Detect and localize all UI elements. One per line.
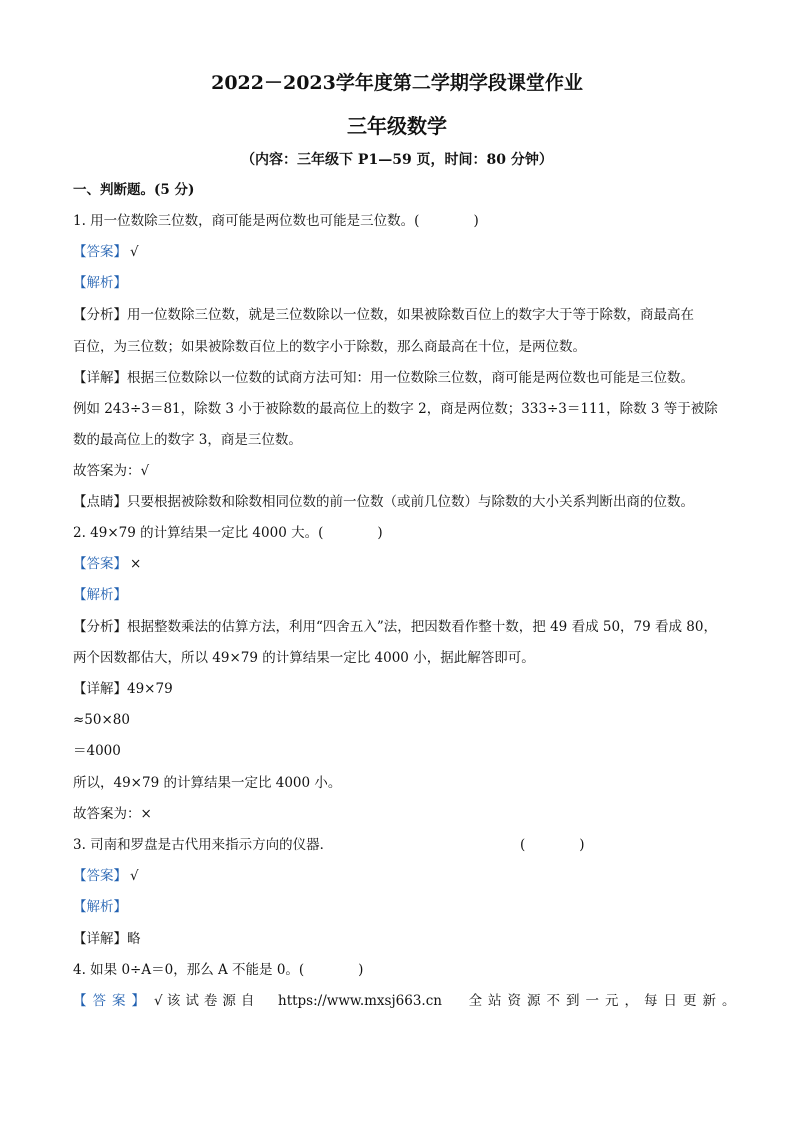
fenxi-label: 【分析】 [73,307,127,323]
q1-fenxi [73,305,694,325]
fenxi-text: 根据整数乘法的估算方法，利用“四舍五入”法，把因数看作整十数，把 49 看成 50，79 看成 80， [127,619,717,635]
detail-label: 【详解】 [73,681,127,697]
detail-label: 【详解】 [73,370,127,386]
question-4: 4. 如果 0÷A＝0，那么 A 不能是 0。( ) [73,962,364,978]
detail-text: 根据三位数除以一位数的试商方法可知：用一位数除三位数，商可能是两位数也可能是三位数。 [127,370,694,386]
footer-source-text: 该试卷源自 [166,993,260,1009]
detail-label: 【详解】 [73,931,127,947]
analysis-label: 【解析】 [73,587,127,603]
q1-detail [73,368,694,388]
answer-value: √ [130,868,139,884]
answer-label: 【答案】 [73,244,127,260]
q2-conclusion: 故答案为：× [73,806,152,822]
q2-fenxi [73,617,717,637]
q2-fenxi-cont: 两个因数都估大，所以 49×79 的计算结果一定比 4000 小，据此解答即可。 [73,650,535,666]
answer-label: 【答案】 [73,993,151,1009]
q2-step-2: ＝4000 [73,743,121,759]
page-subtitle: 三年级数学 [347,114,447,138]
q1-fenxi-cont: 百位，为三位数；如果被除数百位上的数字小于除数，那么商最高在十位，是两位数。 [73,339,586,355]
question-3: 3. 司南和罗盘是古代用来指示方向的仪器． [73,837,334,853]
q3-detail [73,929,141,949]
q1-detail-cont-1: 例如 243÷3＝81，除数 3 小于被除数的最高位上的数字 2，商是两位数；333÷3＝111，除数 3 等于被除 [73,401,718,417]
q3-analysis-label [73,897,127,917]
footer-url[interactable]: https://www.mxsj663.cn [278,993,442,1009]
q3-bracket: ( ) [520,837,585,853]
fenxi-label: 【分析】 [73,619,127,635]
q2-analysis-label [73,585,127,605]
comment-text: 只要根据被除数和除数相同位数的前一位数（或前几位数）与除数的大小关系判断出商的位数。 [127,494,694,510]
q1-answer [73,242,139,262]
answer-label: 【答案】 [73,868,127,884]
analysis-label: 【解析】 [73,275,127,291]
q1-conclusion: 故答案为：√ [73,463,150,479]
section-heading: 一、判断题。(5 分) [73,182,195,198]
answer-value: × [130,556,142,572]
fenxi-text: 用一位数除三位数，就是三位数除以一位数，如果被除数百位上的数字大于等于除数，商最高在 [127,307,694,323]
q1-analysis-label [73,273,127,293]
q1-detail-cont-2: 数的最高位上的数字 3，商是三位数。 [73,432,302,448]
page-meta: （内容：三年级下 P1—59 页，时间：80 分钟） [241,152,553,168]
detail-text: 略 [127,931,141,947]
question-1: 1. 用一位数除三位数，商可能是两位数也可能是三位数。( ) [73,213,479,229]
q3-answer [73,866,139,886]
answer-label: 【答案】 [73,556,127,572]
answer-value: √ [130,244,139,260]
q2-step-3: 所以，49×79 的计算结果一定比 4000 小。 [73,775,342,791]
analysis-label: 【解析】 [73,899,127,915]
q4-answer [73,991,742,1011]
detail-text: 49×79 [127,681,173,697]
q2-answer [73,554,141,574]
question-2: 2. 49×79 的计算结果一定比 4000 大。( ) [73,525,383,541]
footer-promo-text: 全站资源不到一元，每日更新。 [468,993,742,1009]
q2-detail [73,679,173,699]
answer-value: √ [154,993,163,1009]
q1-comment [73,492,694,512]
page-title: 2022－2023学年度第二学期学段课堂作业 [211,72,583,94]
q2-step-1: ≈50×80 [73,712,130,728]
comment-label: 【点睛】 [73,494,127,510]
